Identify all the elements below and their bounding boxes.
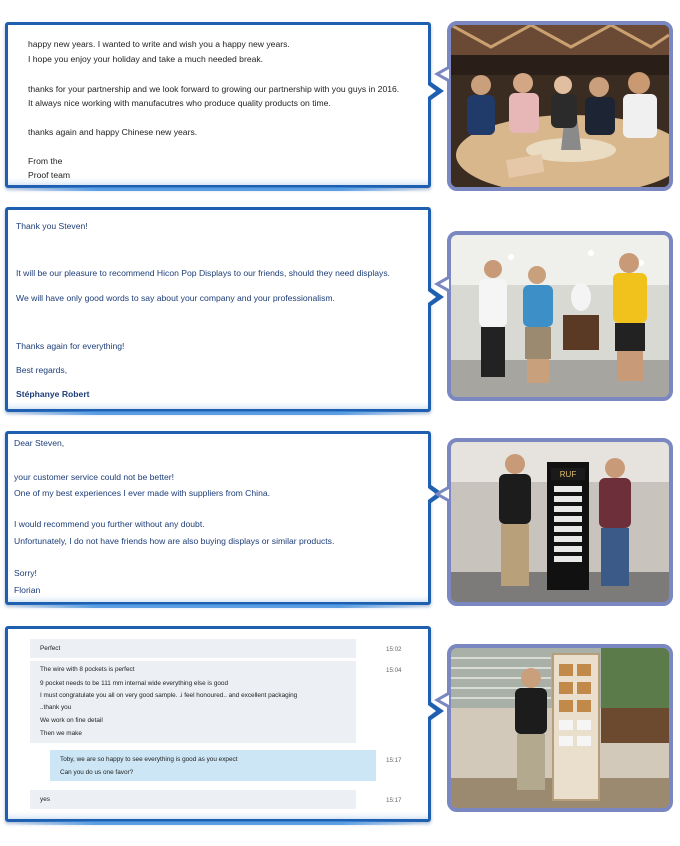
- chat-message-text: ..thank you: [40, 704, 72, 711]
- chat-message-text: 9 pocket needs to be 111 mm internal wide everything else is good: [40, 680, 229, 687]
- letter-3-line-3: One of my best experiences I ever made with suppliers from China.: [14, 488, 271, 498]
- photo-glass-display: [447, 644, 673, 812]
- showroom-photo-illustration: [451, 235, 669, 397]
- letter-2-line-3: We will have only good words to say about your company and your professionalism.: [16, 293, 335, 303]
- chat-message-text: Perfect: [40, 645, 61, 652]
- letter-1-line-3: thanks for your partnership and we look forward to growing our partnership with you guys in 2016.: [28, 84, 400, 94]
- letter-1-signature: Proof team: [28, 170, 71, 180]
- card-pointer-inner: [428, 291, 436, 303]
- photo-group-dinner: [447, 21, 673, 191]
- letter-3-greeting: Dear Steven,: [14, 438, 65, 448]
- photo-showroom: [447, 231, 673, 401]
- letter-1-line-1: happy new years. I wanted to write and wish you a happy new years.: [28, 39, 290, 49]
- photo-pointer-inner: [440, 69, 449, 79]
- chat-message-text: yes: [40, 796, 50, 803]
- chat-message-text: We work on fine detail: [40, 717, 103, 724]
- chat-reply-message: [50, 750, 376, 781]
- chat-timestamp: 15:02: [386, 646, 402, 653]
- letter-2-greeting: Thank you Steven!: [16, 221, 88, 231]
- letter-2-line-4: Thanks again for everything!: [16, 341, 125, 351]
- letter-1-line-5: thanks again and happy Chinese new years.: [28, 127, 198, 137]
- letter-3-line-4: I would recommend you further without any doubt.: [14, 519, 205, 529]
- chat-message: [30, 790, 356, 809]
- letter-3-signature: Florian: [14, 585, 41, 595]
- chat-timestamp: 15:17: [386, 797, 402, 804]
- testimonial-card-3: [5, 431, 431, 605]
- rack-photo-illustration: [451, 442, 669, 602]
- letter-2-signature: Stéphanye Robert: [16, 389, 90, 399]
- testimonial-card-2: [5, 207, 431, 412]
- chat-timestamp: 15:17: [386, 757, 402, 764]
- chat-message: [30, 639, 356, 658]
- letter-1-line-2: I hope you enjoy your holiday and take a much needed break.: [28, 54, 264, 64]
- letter-3-line-2: your customer service could not be better!: [14, 472, 175, 482]
- photo-pointer-inner: [440, 695, 449, 705]
- photo-pointer-inner: [440, 279, 449, 289]
- letter-1-line-4: It always nice working with manufacutres who produce quality products on time.: [28, 98, 331, 108]
- photo-pointer-inner: [440, 489, 449, 499]
- chat-message-text: I must congratulate you all on very good sample. .i feel honoured.. and excellent packaging: [40, 692, 298, 699]
- letter-2-line-5: Best regards,: [16, 365, 68, 375]
- chat-message-text: Toby, we are so happy to see everything is good as you expect: [60, 756, 238, 763]
- letter-2-line-2: It will be our pleasure to recommend Hicon Pop Displays to our friends, should they need displays.: [16, 268, 391, 278]
- letter-3-line-5: Unfortunately, I do not have friends how are also buying displays or similar products.: [14, 536, 335, 546]
- glass-display-photo-illustration: [451, 648, 669, 808]
- letter-1-line-6: From the: [28, 156, 63, 166]
- chat-timestamp: 15:04: [386, 667, 402, 674]
- chat-message-text: The wire with 8 pockets is perfect: [40, 666, 135, 673]
- letter-3-line-6: Sorry!: [14, 568, 37, 578]
- rack-sign-text: RUF: [559, 470, 577, 479]
- dinner-photo-illustration: [451, 25, 669, 187]
- card-pointer-inner: [428, 85, 436, 97]
- chat-message-text: Then we make: [40, 730, 82, 737]
- photo-display-rack: [447, 438, 673, 606]
- chat-message-text: Can you do us one favor?: [60, 769, 134, 776]
